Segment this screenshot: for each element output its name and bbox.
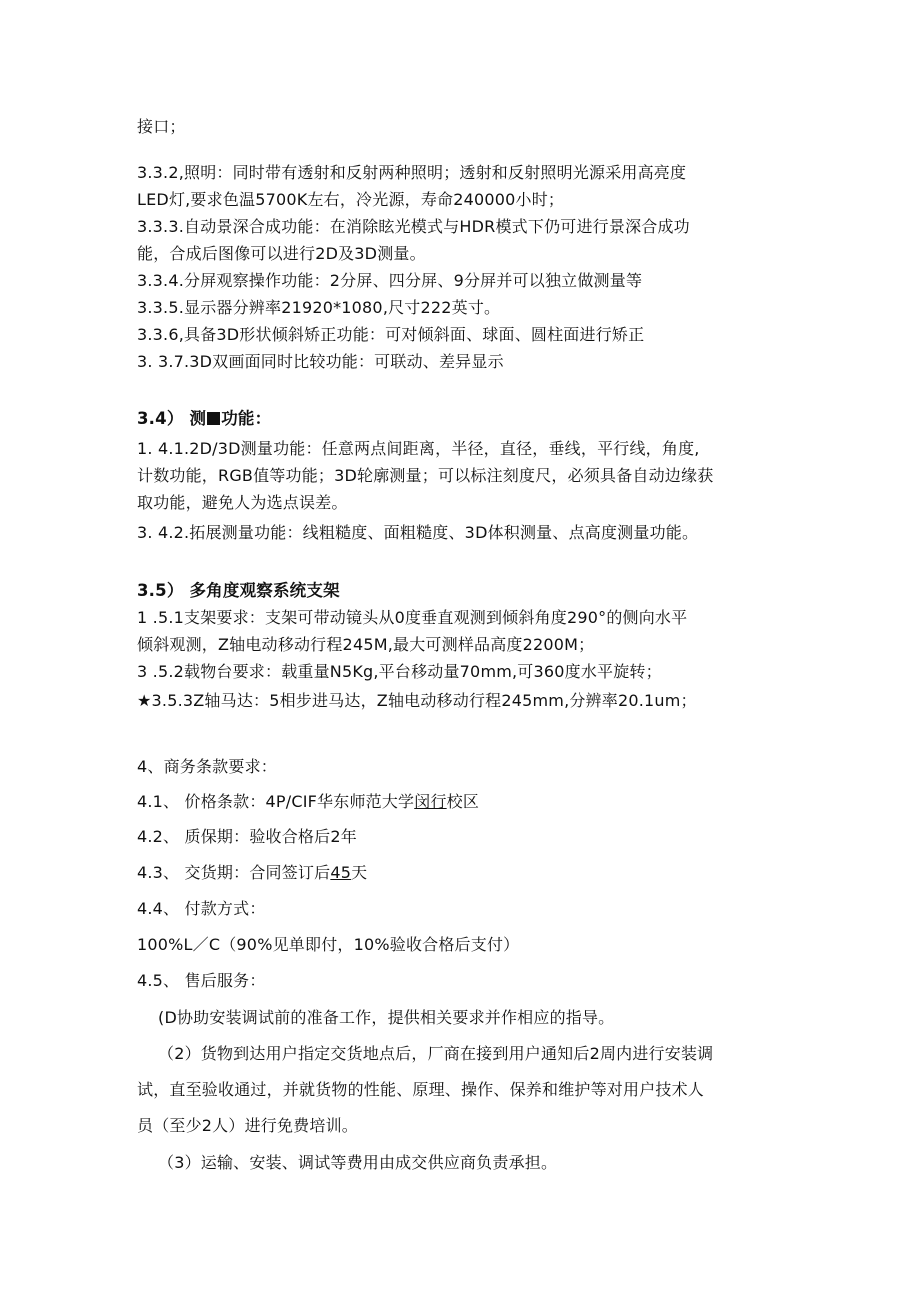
text-line: 3.3.6,具备3D形状倾斜矫正功能：可对倾斜面、球面、圆柱面进行矫正 <box>137 325 645 344</box>
text-line: 4.5、 售后服务： <box>137 971 266 990</box>
text-line: 3.3.5.显示器分辨率21920*1080,尺寸222英寸。 <box>137 298 501 317</box>
heading-text: 3.4） 测 <box>137 409 207 428</box>
text-line: 接口； <box>137 117 186 136</box>
text-line: LED灯,要求色温5700K左右，冷光源，寿命240000小时； <box>137 190 565 209</box>
text-line: 3.3.3.自动景深合成功能：在消除眩光模式与HDR模式下仍可进行景深合成功 <box>137 217 690 236</box>
text-line: 100%L／C（90%见单即付，10%验收合格后支付） <box>137 935 520 954</box>
text-line <box>137 863 797 883</box>
text-line: 能，合成后图像可以进行2D及3D测量。 <box>137 244 426 263</box>
text-span: 天 <box>351 863 368 882</box>
text-line: 倾斜观测，Z轴电动移动行程245M,最大可测样品高度2200M； <box>137 635 595 654</box>
text-line: 3. 3.7.3D双画面同时比较功能：可联动、差异显示 <box>137 352 504 371</box>
text-line: 1 .5.1支架要求：支架可带动镜头从0度垂直观测到倾斜角度290°的侧向水平 <box>137 608 688 627</box>
text-line: 3 .5.2载物台要求：载重量N5Kg,平台移动量70mm,可360度水平旋转； <box>137 662 662 681</box>
text-span: 4.3、 交货期：合同签订后 <box>137 863 331 882</box>
text-line: 3.3.2,照明：同时带有透射和反射两种照明；透射和反射照明光源采用高亮度 <box>137 163 687 182</box>
text-line: (D协助安装调试前的准备工作，提供相关要求并作相应的指导。 <box>158 1008 615 1027</box>
text-line: 3. 4.2.拓展测量功能：线粗糙度、面粗糙度、3D体积测量、点高度测量功能。 <box>137 523 699 542</box>
text-line: 取功能，避免人为选点误差。 <box>137 493 348 512</box>
text-span: 校区 <box>446 792 480 811</box>
underlined-text: 闵行 <box>414 792 447 811</box>
text-line: ★3.5.3Z轴马达：5相步进马达，Z轴电动移动行程245mm,分辨率20.1um； <box>137 691 697 710</box>
text-line: 4、商务条款要求： <box>137 757 277 776</box>
text-span: 4.1、 价格条款：4P/CIF华东师范大学 <box>137 792 415 811</box>
text-line: （2）货物到达用户指定交货地点后，厂商在接到用户通知后2周内进行安装调 <box>158 1044 714 1063</box>
text-line: 3.3.4.分屏观察操作功能：2分屏、四分屏、9分屏并可以独立做测量等 <box>137 271 643 290</box>
underlined-text: 45 <box>330 863 352 882</box>
section-heading-3-5: 3.5） 多角度观察系统支架 <box>137 581 340 600</box>
text-line: （3）运输、安装、调试等费用由成交供应商负责承担。 <box>158 1153 558 1172</box>
text-line: 计数功能，RGB值等功能；3D轮廓测量；可以标注刻度尺，必须具备自动边缘获 <box>137 466 714 485</box>
section-heading-3-4 <box>137 409 797 429</box>
heading-text: 功能： <box>221 409 272 428</box>
text-line: 员（至少2人）进行免费培训。 <box>137 1116 358 1135</box>
redaction-square-icon <box>207 412 220 425</box>
text-line: 4.4、 付款方式： <box>137 899 266 918</box>
text-line: 试，直至验收通过，并就货物的性能、原理、操作、保养和维护等对用户技术人 <box>137 1080 705 1099</box>
text-line <box>137 792 797 812</box>
text-line: 4.2、 质保期：验收合格后2年 <box>137 827 357 846</box>
text-line: 1. 4.1.2D/3D测量功能：任意两点间距离，半径，直径，垂线，平行线，角度, <box>137 439 700 458</box>
